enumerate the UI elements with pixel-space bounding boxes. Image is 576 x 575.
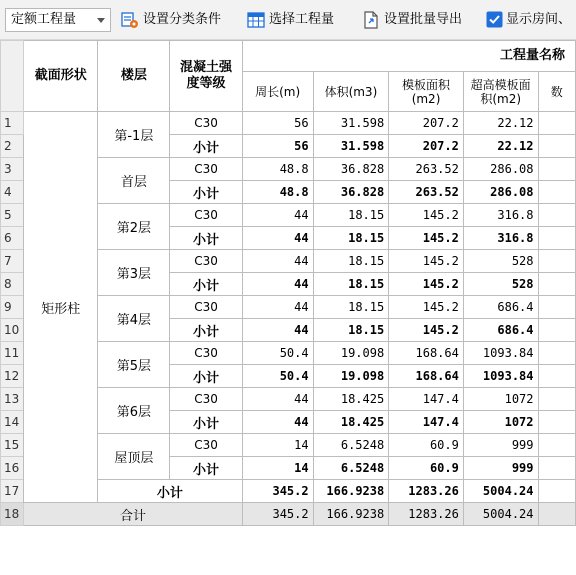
value-cell[interactable]: 18.15 xyxy=(313,250,389,273)
toolbar xyxy=(0,0,576,40)
grade-cell[interactable]: C30 xyxy=(170,158,242,181)
shape-subtotal-label[interactable]: 小计 xyxy=(98,480,242,503)
shape-subtotal-value[interactable]: 345.2 xyxy=(242,480,313,503)
row-number[interactable]: 18 xyxy=(1,503,24,526)
value-cell[interactable]: 1093.84 xyxy=(463,342,538,365)
value-cell-partial[interactable] xyxy=(538,204,576,227)
subtotal-value-cell[interactable]: 145.2 xyxy=(389,319,464,342)
value-cell[interactable]: 36.828 xyxy=(313,158,389,181)
subtotal-value-cell[interactable]: 316.8 xyxy=(463,227,538,250)
subtotal-value-cell[interactable]: 44 xyxy=(242,227,313,250)
row-number[interactable]: 11 xyxy=(1,342,24,365)
row-number[interactable]: 3 xyxy=(1,158,24,181)
value-cell[interactable]: 31.598 xyxy=(313,112,389,135)
select-quantity-button[interactable]: 选择工程量 xyxy=(247,8,351,32)
subtotal-label[interactable]: 小计 xyxy=(170,181,242,204)
value-cell[interactable]: 168.64 xyxy=(389,342,464,365)
quantity-table xyxy=(0,40,576,526)
value-cell-partial[interactable] xyxy=(538,342,576,365)
row-number[interactable]: 7 xyxy=(1,250,24,273)
shape-subtotal-value[interactable]: 1283.26 xyxy=(389,480,464,503)
row-number[interactable]: 17 xyxy=(1,480,24,503)
header-concrete-grade[interactable]: 混凝土强度等级 xyxy=(170,41,242,112)
row-number[interactable]: 4 xyxy=(1,181,24,204)
subtotal-value-cell[interactable]: 50.4 xyxy=(242,365,313,388)
value-cell[interactable]: 18.15 xyxy=(313,296,389,319)
value-cell[interactable]: 22.12 xyxy=(463,112,538,135)
value-cell[interactable]: 147.4 xyxy=(389,388,464,411)
header-count-partial[interactable]: 数 xyxy=(538,72,576,112)
value-cell[interactable]: 50.4 xyxy=(242,342,313,365)
subtotal-value-cell[interactable]: 528 xyxy=(463,273,538,296)
value-cell[interactable]: 316.8 xyxy=(463,204,538,227)
row-number[interactable]: 10 xyxy=(1,319,24,342)
value-cell-partial[interactable] xyxy=(538,411,576,434)
row-number[interactable]: 13 xyxy=(1,388,24,411)
header-volume[interactable]: 体积(m3) xyxy=(313,72,389,112)
subtotal-value-cell[interactable]: 1072 xyxy=(463,411,538,434)
floor-cell[interactable]: 第6层 xyxy=(98,388,170,434)
subtotal-value-cell[interactable]: 207.2 xyxy=(389,135,464,158)
value-cell[interactable]: 19.098 xyxy=(313,342,389,365)
value-cell-partial[interactable] xyxy=(538,273,576,296)
value-cell[interactable]: 686.4 xyxy=(463,296,538,319)
value-cell-partial[interactable] xyxy=(538,365,576,388)
row-number[interactable]: 2 xyxy=(1,135,24,158)
grand-total-row xyxy=(1,503,576,526)
quota-type-value: 定额工程量 xyxy=(11,12,77,27)
row-number[interactable]: 12 xyxy=(1,365,24,388)
subtotal-label[interactable]: 小计 xyxy=(170,319,242,342)
value-cell[interactable]: 44 xyxy=(242,204,313,227)
subtotal-value-cell[interactable]: 168.64 xyxy=(389,365,464,388)
subtotal-label[interactable]: 小计 xyxy=(170,457,242,480)
value-cell[interactable]: 56 xyxy=(242,112,313,135)
value-cell-partial[interactable] xyxy=(538,250,576,273)
value-cell-partial[interactable] xyxy=(538,434,576,457)
header-perimeter[interactable]: 周长(m) xyxy=(242,72,313,112)
batch-export-button[interactable]: 设置批量导出 xyxy=(362,8,480,32)
checkbox-checked-icon[interactable] xyxy=(486,11,503,28)
value-cell[interactable]: 44 xyxy=(242,388,313,411)
subtotal-value-cell[interactable]: 60.9 xyxy=(389,457,464,480)
value-cell-partial[interactable] xyxy=(538,135,576,158)
header-high-formwork-area[interactable]: 超高模板面积(m2) xyxy=(463,72,538,112)
subtotal-label[interactable]: 小计 xyxy=(170,227,242,250)
row-number[interactable]: 6 xyxy=(1,227,24,250)
value-cell[interactable]: 18.425 xyxy=(313,388,389,411)
grade-cell[interactable]: C30 xyxy=(170,204,242,227)
subtotal-value-cell[interactable]: 145.2 xyxy=(389,227,464,250)
subtotal-value-cell[interactable]: 31.598 xyxy=(313,135,389,158)
value-cell-partial[interactable] xyxy=(538,158,576,181)
subtotal-value-cell[interactable]: 56 xyxy=(242,135,313,158)
shape-subtotal-value[interactable]: 166.9238 xyxy=(313,480,389,503)
subtotal-value-cell[interactable]: 18.15 xyxy=(313,319,389,342)
subtotal-value-cell[interactable]: 48.8 xyxy=(242,181,313,204)
shape-cell[interactable]: 矩形柱 xyxy=(24,112,98,503)
quantity-table-container[interactable] xyxy=(0,40,576,575)
subtotal-value-cell[interactable]: 147.4 xyxy=(389,411,464,434)
subtotal-value-cell[interactable]: 999 xyxy=(463,457,538,480)
value-cell-partial[interactable] xyxy=(538,457,576,480)
value-cell[interactable]: 44 xyxy=(242,250,313,273)
subtotal-value-cell[interactable]: 18.15 xyxy=(313,273,389,296)
value-cell[interactable]: 145.2 xyxy=(389,250,464,273)
floor-cell[interactable]: 第3层 xyxy=(98,250,170,296)
value-cell[interactable]: 60.9 xyxy=(389,434,464,457)
value-cell[interactable]: 1072 xyxy=(463,388,538,411)
row-number[interactable]: 9 xyxy=(1,296,24,319)
set-category-button[interactable]: 设置分类条件 xyxy=(121,8,239,32)
floor-cell[interactable]: 第5层 xyxy=(98,342,170,388)
row-number[interactable]: 15 xyxy=(1,434,24,457)
grand-total-value[interactable]: 166.9238 xyxy=(313,503,389,526)
row-number[interactable]: 14 xyxy=(1,411,24,434)
subtotal-label[interactable]: 小计 xyxy=(170,135,242,158)
export-document-icon xyxy=(362,11,380,29)
subtotal-value-cell[interactable]: 19.098 xyxy=(313,365,389,388)
header-quantity-name[interactable]: 工程量名称 xyxy=(242,41,575,72)
value-cell[interactable]: 48.8 xyxy=(242,158,313,181)
quota-type-select[interactable] xyxy=(5,8,111,32)
subtotal-value-cell[interactable]: 686.4 xyxy=(463,319,538,342)
header-formwork-area[interactable]: 模板面积(m2) xyxy=(389,72,464,112)
value-cell[interactable]: 18.15 xyxy=(313,204,389,227)
value-cell[interactable]: 263.52 xyxy=(389,158,464,181)
value-cell[interactable]: 286.08 xyxy=(463,158,538,181)
category-settings-icon xyxy=(121,11,139,29)
subtotal-value-cell[interactable]: 18.425 xyxy=(313,411,389,434)
subtotal-value-cell[interactable]: 263.52 xyxy=(389,181,464,204)
value-cell-partial[interactable] xyxy=(538,480,576,503)
subtotal-label[interactable]: 小计 xyxy=(170,273,242,296)
value-cell[interactable]: 14 xyxy=(242,434,313,457)
floor-cell[interactable]: 第4层 xyxy=(98,296,170,342)
shape-subtotal-value[interactable]: 5004.24 xyxy=(463,480,538,503)
value-cell-partial[interactable] xyxy=(538,112,576,135)
grade-cell[interactable]: C30 xyxy=(170,342,242,365)
grade-cell[interactable]: C30 xyxy=(170,112,242,135)
floor-cell[interactable]: 第-1层 xyxy=(98,112,170,158)
row-number[interactable]: 8 xyxy=(1,273,24,296)
subtotal-value-cell[interactable]: 18.15 xyxy=(313,227,389,250)
value-cell-partial[interactable] xyxy=(538,227,576,250)
value-cell[interactable]: 999 xyxy=(463,434,538,457)
table-icon xyxy=(247,11,265,29)
show-room-toggle[interactable]: 显示房间、 xyxy=(486,8,576,32)
corner-cell xyxy=(1,41,24,112)
subtotal-value-cell[interactable]: 22.12 xyxy=(463,135,538,158)
value-cell-partial[interactable] xyxy=(538,181,576,204)
value-cell-partial[interactable] xyxy=(538,503,576,526)
subtotal-label[interactable]: 小计 xyxy=(170,411,242,434)
header-floor[interactable]: 楼层 xyxy=(98,41,170,112)
value-cell[interactable]: 528 xyxy=(463,250,538,273)
grand-total-value[interactable]: 345.2 xyxy=(242,503,313,526)
value-cell[interactable]: 145.2 xyxy=(389,204,464,227)
floor-cell[interactable]: 第2层 xyxy=(98,204,170,250)
subtotal-value-cell[interactable]: 286.08 xyxy=(463,181,538,204)
row-number[interactable]: 5 xyxy=(1,204,24,227)
grand-total-value[interactable]: 1283.26 xyxy=(389,503,464,526)
table-row xyxy=(1,112,576,135)
chevron-down-icon xyxy=(97,18,105,23)
subtotal-value-cell[interactable]: 44 xyxy=(242,319,313,342)
grand-total-label[interactable]: 合计 xyxy=(24,503,242,526)
subtotal-value-cell[interactable]: 14 xyxy=(242,457,313,480)
value-cell-partial[interactable] xyxy=(538,388,576,411)
grade-cell[interactable]: C30 xyxy=(170,388,242,411)
subtotal-value-cell[interactable]: 145.2 xyxy=(389,273,464,296)
value-cell[interactable]: 207.2 xyxy=(389,112,464,135)
subtotal-value-cell[interactable]: 6.5248 xyxy=(313,457,389,480)
value-cell-partial[interactable] xyxy=(538,296,576,319)
header-section-shape[interactable]: 截面形状 xyxy=(24,41,98,112)
grade-cell[interactable]: C30 xyxy=(170,296,242,319)
subtotal-label[interactable]: 小计 xyxy=(170,365,242,388)
value-cell[interactable]: 44 xyxy=(242,296,313,319)
grade-cell[interactable]: C30 xyxy=(170,434,242,457)
subtotal-value-cell[interactable]: 44 xyxy=(242,411,313,434)
row-number[interactable]: 16 xyxy=(1,457,24,480)
subtotal-value-cell[interactable]: 44 xyxy=(242,273,313,296)
value-cell[interactable]: 6.5248 xyxy=(313,434,389,457)
grand-total-value[interactable]: 5004.24 xyxy=(463,503,538,526)
row-number[interactable]: 1 xyxy=(1,112,24,135)
value-cell[interactable]: 145.2 xyxy=(389,296,464,319)
subtotal-value-cell[interactable]: 1093.84 xyxy=(463,365,538,388)
grade-cell[interactable]: C30 xyxy=(170,250,242,273)
floor-cell[interactable]: 屋顶层 xyxy=(98,434,170,480)
value-cell-partial[interactable] xyxy=(538,319,576,342)
subtotal-value-cell[interactable]: 36.828 xyxy=(313,181,389,204)
floor-cell[interactable]: 首层 xyxy=(98,158,170,204)
